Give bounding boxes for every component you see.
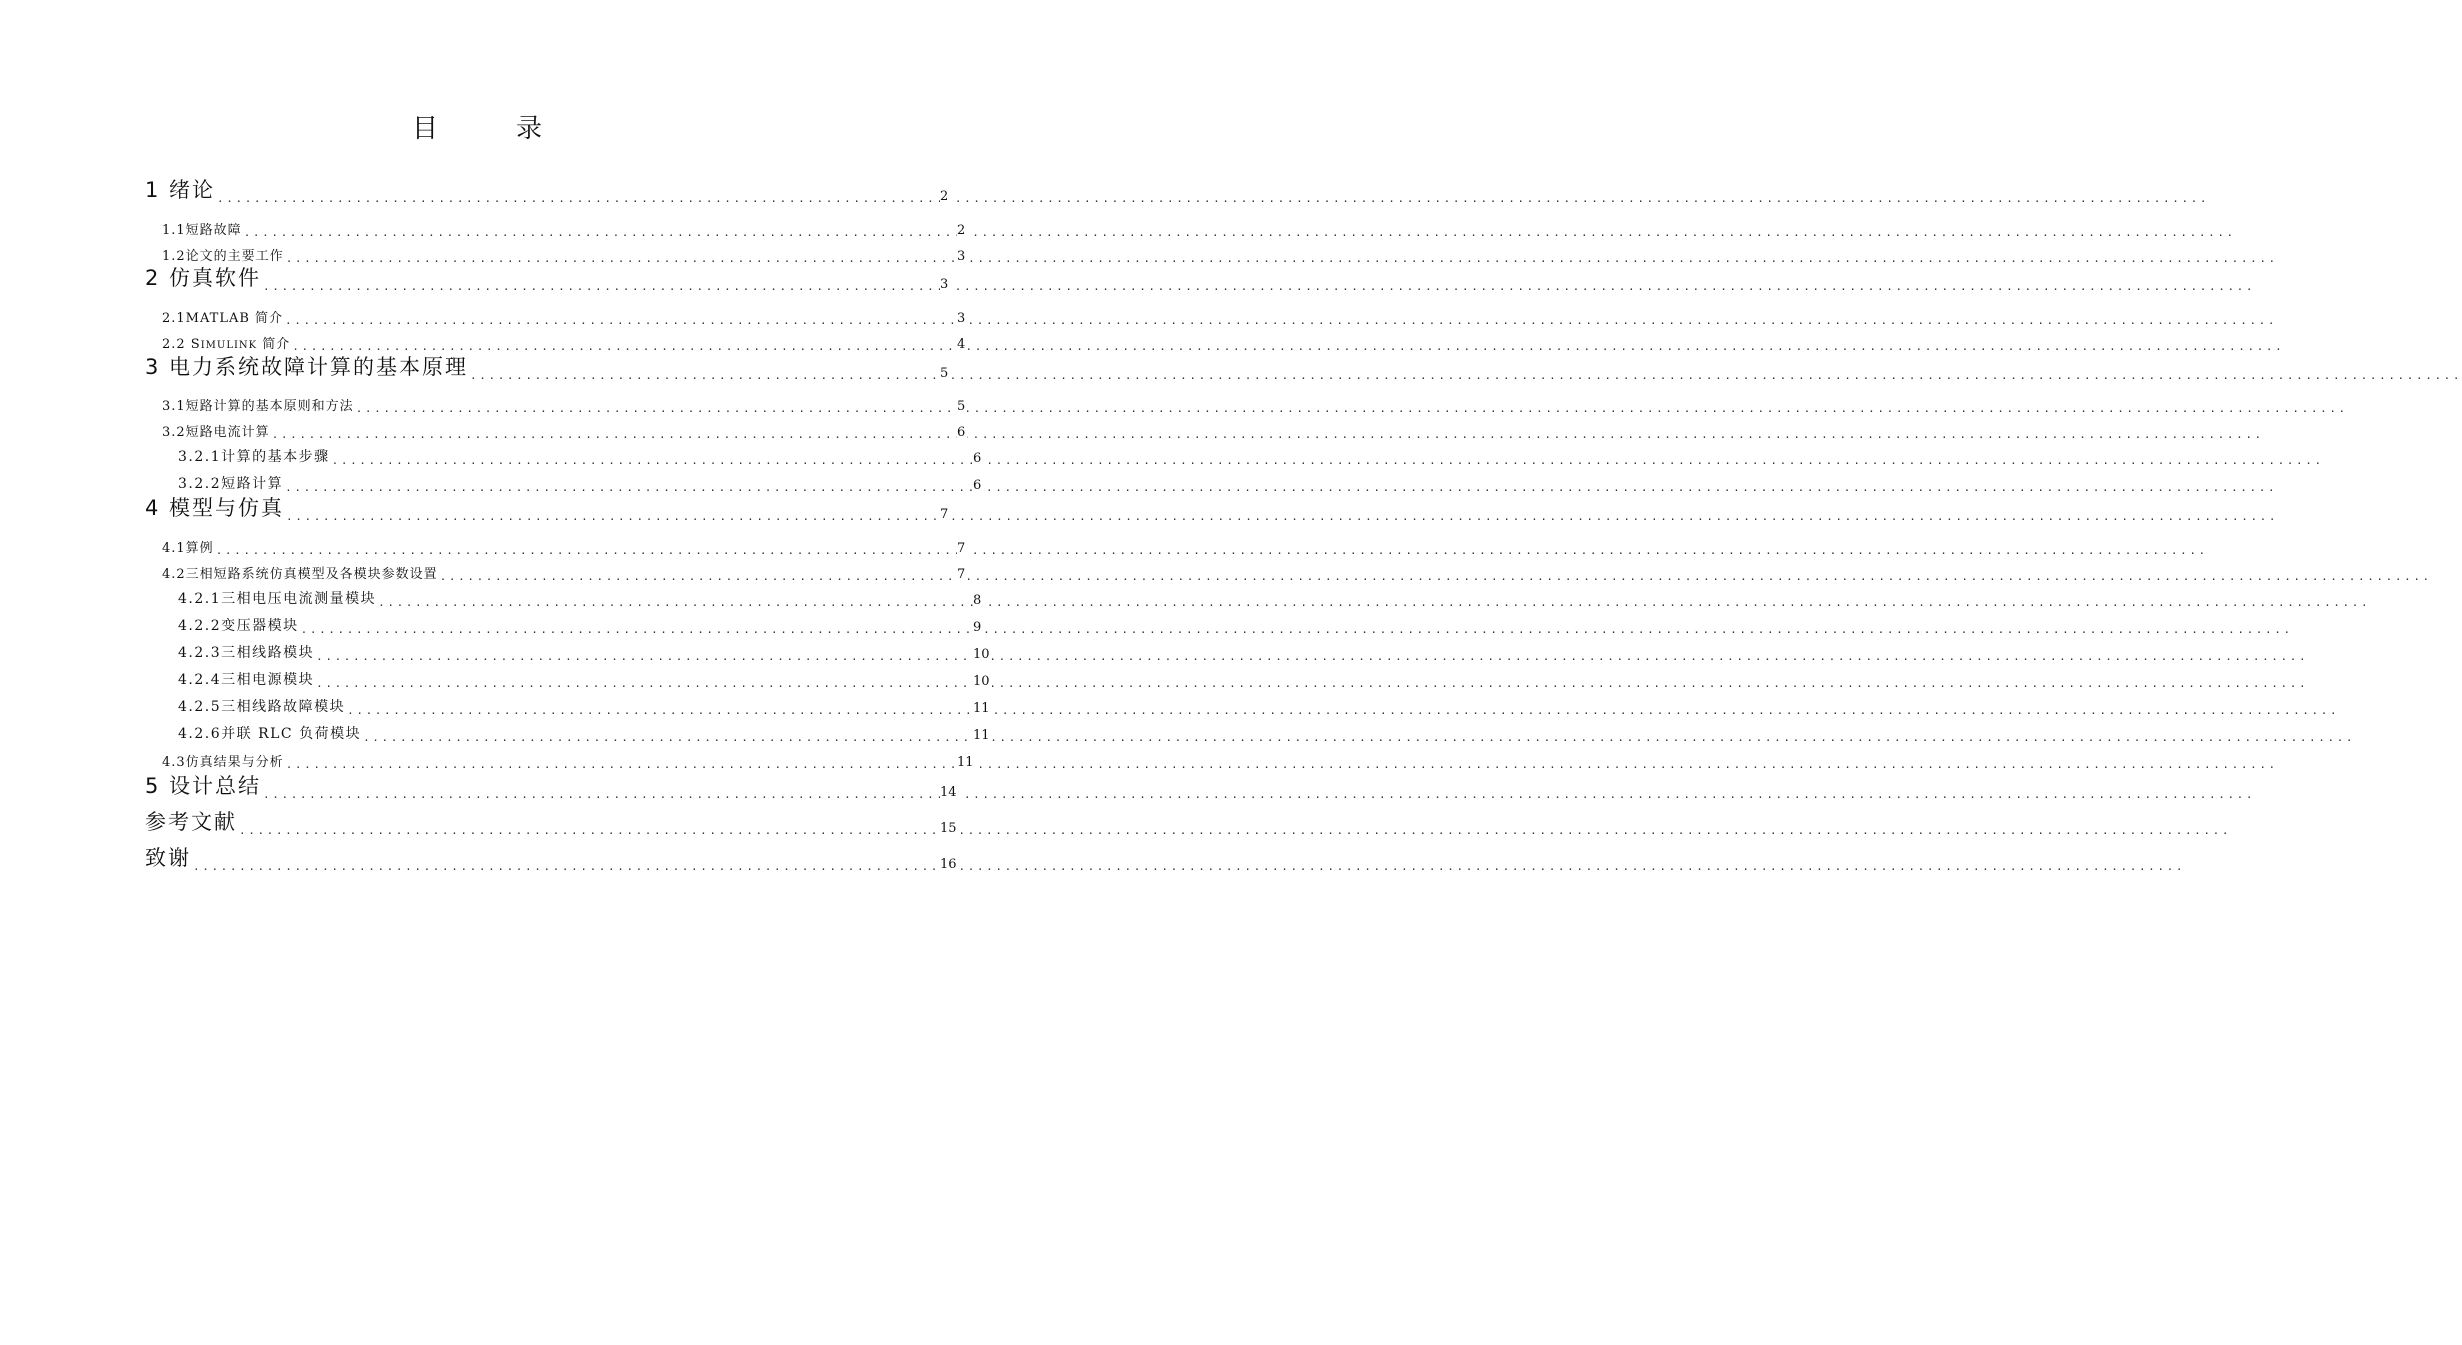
toc-entry-page: 4: [957, 337, 966, 352]
toc-entry-page: 3: [957, 249, 966, 264]
toc-entry-chapter-3[interactable]: [145, 355, 950, 381]
toc-entry-page: 5: [940, 366, 949, 381]
toc-entry-subsection-4-2-2[interactable]: [178, 616, 982, 635]
dot-leader: [216, 545, 2208, 556]
toc-entry-page: 6: [973, 478, 982, 493]
toc-entry-label: 3 电力系统故障计算的基本原理: [145, 355, 469, 379]
toc-entry-page: 16: [940, 857, 957, 872]
toc-entry-page: 3: [940, 277, 949, 292]
dot-leader: [244, 227, 2236, 238]
toc-entry-label: 2 仿真软件: [145, 266, 262, 290]
toc-entry-page: 3: [957, 311, 966, 326]
dot-leader: [272, 429, 2264, 440]
toc-entry-page: 7: [940, 507, 949, 522]
toc-entry-page: 15: [940, 821, 957, 836]
toc-entry-label: 3.2短路电流计算: [162, 425, 270, 440]
label-suffix: 简介: [257, 337, 291, 352]
toc-entry-label: 2.1MATLAB 简介: [162, 311, 284, 326]
toc-entry-page: 10: [973, 647, 990, 662]
toc-entry-label: 4.2.5三相线路故障模块: [178, 699, 346, 715]
dot-leader: [356, 403, 2348, 414]
toc-entry-page: 6: [973, 451, 982, 466]
toc-entry-page: 7: [957, 541, 966, 556]
dot-leader: [316, 678, 2308, 689]
dot-leader: [193, 861, 2185, 872]
dot-leader: [286, 759, 2278, 770]
toc-entry-subsection-4-2-5[interactable]: [178, 697, 990, 716]
toc-entry-chapter-4[interactable]: [145, 496, 950, 522]
toc-entry-label: 4.2.6并联 RLC 负荷模块: [178, 726, 362, 742]
toc-entry-section-4-3[interactable]: [162, 752, 974, 770]
toc-entry-chapter-1[interactable]: [145, 178, 950, 204]
toc-entry-subsection-4-2-3[interactable]: [178, 643, 990, 662]
toc-entry-label: 参考文献: [145, 810, 237, 834]
toc-entry-section-3-2[interactable]: [162, 422, 966, 440]
toc-entry-page: 9: [973, 620, 982, 635]
dot-leader: [440, 571, 2432, 582]
toc-entry-label: 4.2三相短路系统仿真模型及各模块参数设置: [162, 567, 438, 582]
dot-leader: [332, 455, 2324, 466]
toc-entry-page: 6: [957, 425, 966, 440]
toc-entry-chapter-5[interactable]: [145, 774, 957, 800]
dot-leader: [263, 281, 2255, 292]
toc-entry-label: 4.2.1三相电压电流测量模块: [178, 591, 377, 607]
toc-entry-chapter-2[interactable]: [145, 266, 950, 292]
toc-entry-section-4-2[interactable]: [162, 564, 966, 582]
toc-entry-page: 2: [940, 189, 949, 204]
dot-leader: [292, 341, 2284, 352]
toc-entry-page: 8: [973, 593, 982, 608]
page-title: 目 录: [411, 114, 568, 144]
toc-entry-label: 4.2.3三相线路模块: [178, 645, 315, 661]
dot-leader: [316, 651, 2308, 662]
toc-entry-subsection-4-2-1[interactable]: [178, 589, 982, 608]
dot-leader: [378, 597, 2370, 608]
toc-entry-label: 4.3仿真结果与分析: [162, 755, 284, 770]
dot-leader: [286, 511, 2278, 522]
toc-entry-references[interactable]: [145, 810, 957, 836]
dot-leader: [217, 193, 2209, 204]
toc-entry-label: 致谢: [145, 846, 191, 870]
toc-entry-label: [162, 333, 290, 352]
toc-entry-page: 2: [957, 223, 966, 238]
toc-entry-label: 5 设计总结: [145, 774, 262, 798]
dot-leader: [301, 624, 2293, 635]
toc-entry-label: 1.1短路故障: [162, 223, 242, 238]
toc-entry-page: 11: [957, 755, 974, 770]
toc-entry-section-3-1[interactable]: [162, 396, 966, 414]
toc-entry-label: 4 模型与仿真: [145, 496, 285, 520]
toc-entry-section-2-1[interactable]: [162, 308, 966, 326]
toc-entry-subsection-3-2-2[interactable]: [178, 474, 982, 493]
dot-leader: [363, 732, 2355, 743]
toc-entry-page: 14: [940, 785, 957, 800]
toc-entry-section-4-1[interactable]: [162, 538, 966, 556]
toc-entry-page: 10: [973, 674, 990, 689]
toc-entry-page: 7: [957, 567, 966, 582]
toc-entry-section-1-1[interactable]: [162, 220, 966, 238]
dot-leader: [285, 482, 2277, 493]
dot-leader: [286, 253, 2278, 264]
toc-entry-label: 4.2.2变压器模块: [178, 618, 299, 634]
toc-entry-label: 3.2.2短路计算: [178, 476, 284, 492]
dot-leader: [239, 825, 2231, 836]
toc-entry-label: 3.1短路计算的基本原则和方法: [162, 399, 354, 414]
toc-entry-label: 3.2.1计算的基本步骤: [178, 449, 330, 465]
dot-leader: [470, 370, 2462, 381]
dot-leader: [263, 789, 2255, 800]
label-smallcaps: IMULINK: [200, 340, 258, 351]
dot-leader: [347, 705, 2339, 716]
table-of-contents: [0, 0, 990, 1345]
toc-entry-label: 1 绪论: [145, 178, 216, 202]
toc-entry-label: 1.2论文的主要工作: [162, 249, 284, 264]
toc-entry-subsection-4-2-4[interactable]: [178, 670, 990, 689]
toc-entry-page: 11: [973, 701, 990, 716]
toc-entry-label: 4.2.4三相电源模块: [178, 672, 315, 688]
toc-entry-page: 11: [973, 728, 990, 743]
toc-entry-page: 5: [957, 399, 966, 414]
toc-entry-subsection-4-2-6[interactable]: [178, 724, 990, 743]
toc-entry-label: 4.1算例: [162, 541, 214, 556]
toc-entry-subsection-3-2-1[interactable]: [178, 447, 982, 466]
label-prefix: 2.2 S: [162, 337, 201, 352]
toc-entry-section-2-2[interactable]: [162, 334, 966, 352]
toc-entry-section-1-2[interactable]: [162, 246, 966, 264]
toc-entry-acknowledgements[interactable]: [145, 846, 957, 872]
dot-leader: [285, 315, 2277, 326]
